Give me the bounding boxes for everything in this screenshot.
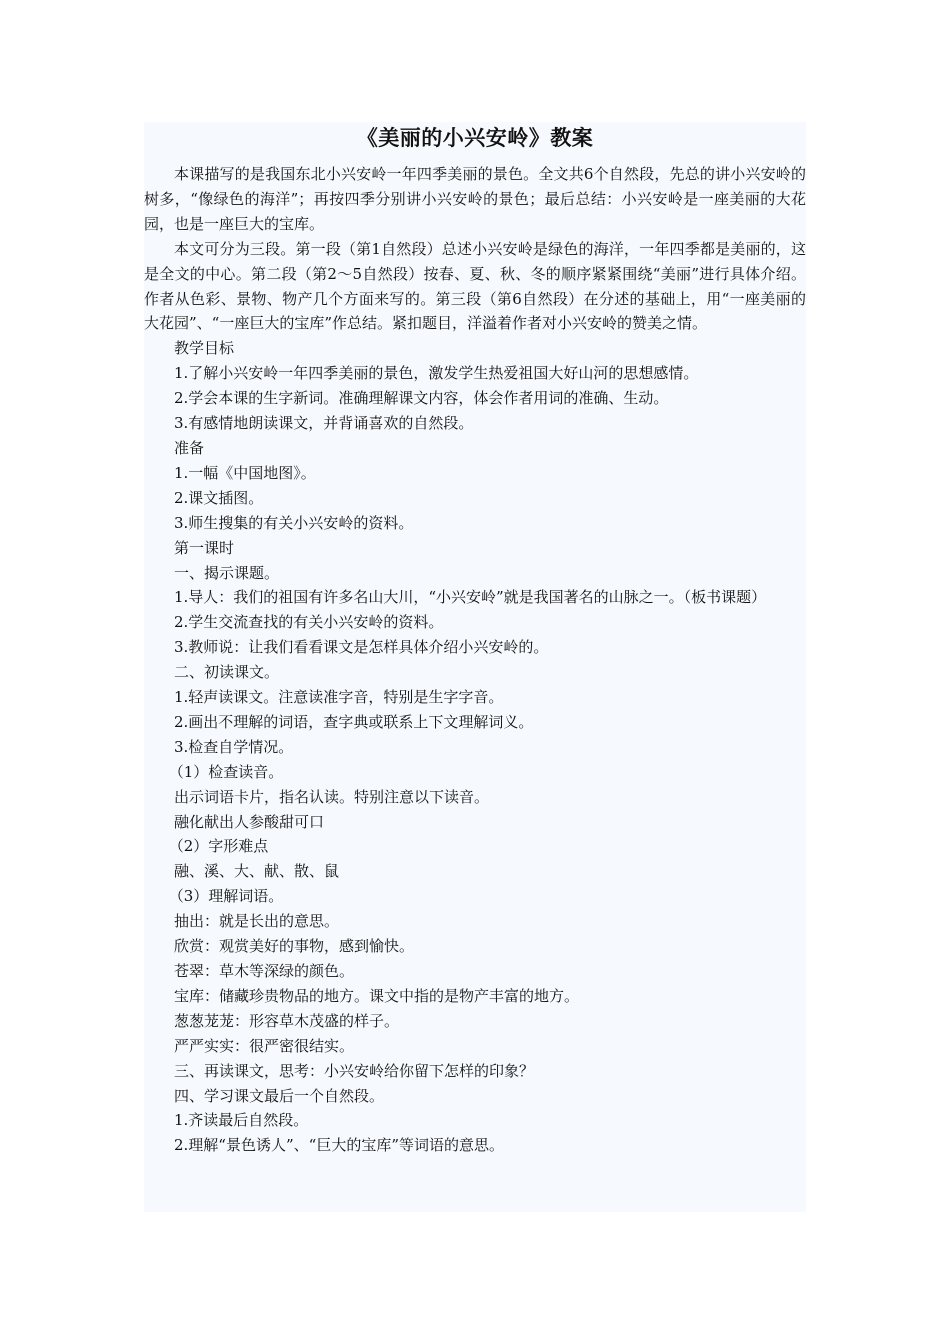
step-item: 出示词语卡片，指名认读。特别注意以下读音。	[174, 787, 490, 806]
step-item: 1.齐读最后自然段。	[174, 1111, 309, 1130]
vocabulary-item: 抽出：就是长出的意思。	[174, 912, 340, 931]
section-heading-preparation: 准备	[174, 438, 205, 457]
step-heading: 一、揭示课题。	[174, 563, 280, 582]
vocabulary-item: 欣赏：观赏美好的事物，感到愉快。	[174, 937, 415, 956]
step-item: 2.画出不理解的词语，查字典或联系上下文理解词义。	[174, 712, 534, 731]
sub-item: （3）理解词语。	[168, 887, 284, 906]
document-body	[144, 122, 806, 1212]
step-item: 3.教师说：让我们看看课文是怎样具体介绍小兴安岭的。	[174, 638, 549, 657]
vocabulary-item: 葱葱茏茏：形容草木茂盛的样子。	[174, 1011, 400, 1030]
step-item: 1.导人：我们的祖国有许多名山大川，“小兴安岭”就是我国著名的山脉之一。（板书课题）	[174, 588, 767, 607]
word-list: 融、溪、大、献、散、鼠	[174, 862, 340, 881]
step-heading: 四、学习课文最后一个自然段。	[174, 1086, 385, 1105]
step-item: 3.检查自学情况。	[174, 737, 294, 756]
structure-paragraph: 本文可分为三段。第一段（第1自然段）总述小兴安岭是绿色的海洋，一年四季都是美丽的，这是全文的中心。第二段（第2～5自然段）按春、夏、秋、冬的顺序紧紧围绕“美丽”进行具体介绍。作者从色彩、景物、物产几个方面来写的。第三段（第6自然段）在分述的基础上，用“一座美丽的大花园”、“一座巨大的宝库”作总结。紧扣题目，洋溢着作者对小兴安岭的赞美之情。	[144, 239, 806, 333]
step-item: 2.理解“景色诱人”、“巨大的宝库”等词语的意思。	[174, 1136, 504, 1155]
sub-item: （2）字形难点	[168, 837, 269, 856]
preparation-item: 1.一幅《中国地图》。	[174, 463, 316, 482]
word-list: 融化献出人参酸甜可口	[174, 812, 325, 831]
step-heading: 三、再读课文，思考：小兴安岭给你留下怎样的印象？	[174, 1061, 535, 1080]
section-heading-objectives: 教学目标	[174, 339, 235, 358]
sub-item: （1）检查读音。	[168, 762, 284, 781]
intro-paragraph: 本课描写的是我国东北小兴安岭一年四季美丽的景色。全文共6个自然段，先总的讲小兴安岭的树多，“像绿色的海洋”；再按四季分别讲小兴安岭的景色；最后总结：小兴安岭是一座美丽的大花园，也是一座巨大的宝库。	[144, 165, 806, 233]
section-heading-first-lesson: 第一课时	[174, 538, 235, 557]
objective-item: 1.了解小兴安岭一年四季美丽的景色，激发学生热爱祖国大好山河的思想感情。	[174, 364, 699, 383]
preparation-item: 2.课文插图。	[174, 488, 264, 507]
objective-item: 2.学会本课的生字新词。准确理解课文内容，体会作者用词的准确、生动。	[174, 389, 669, 408]
document-title: 《美丽的小兴安岭》教案	[356, 125, 594, 150]
vocabulary-item: 严严实实：很严密很结实。	[174, 1036, 355, 1055]
objective-item: 3.有感情地朗读课文，并背诵喜欢的自然段。	[174, 414, 474, 433]
vocabulary-item: 苍翠：草木等深绿的颜色。	[174, 962, 355, 980]
preparation-item: 3.师生搜集的有关小兴安岭的资料。	[174, 513, 414, 532]
vocabulary-item: 宝库：储藏珍贵物品的地方。课文中指的是物产丰富的地方。	[174, 986, 580, 1005]
step-item: 1.轻声读课文。注意读准字音，特别是生字字音。	[174, 688, 504, 707]
step-item: 2.学生交流查找的有关小兴安岭的资料。	[174, 613, 444, 632]
step-heading: 二、初读课文。	[174, 663, 280, 682]
